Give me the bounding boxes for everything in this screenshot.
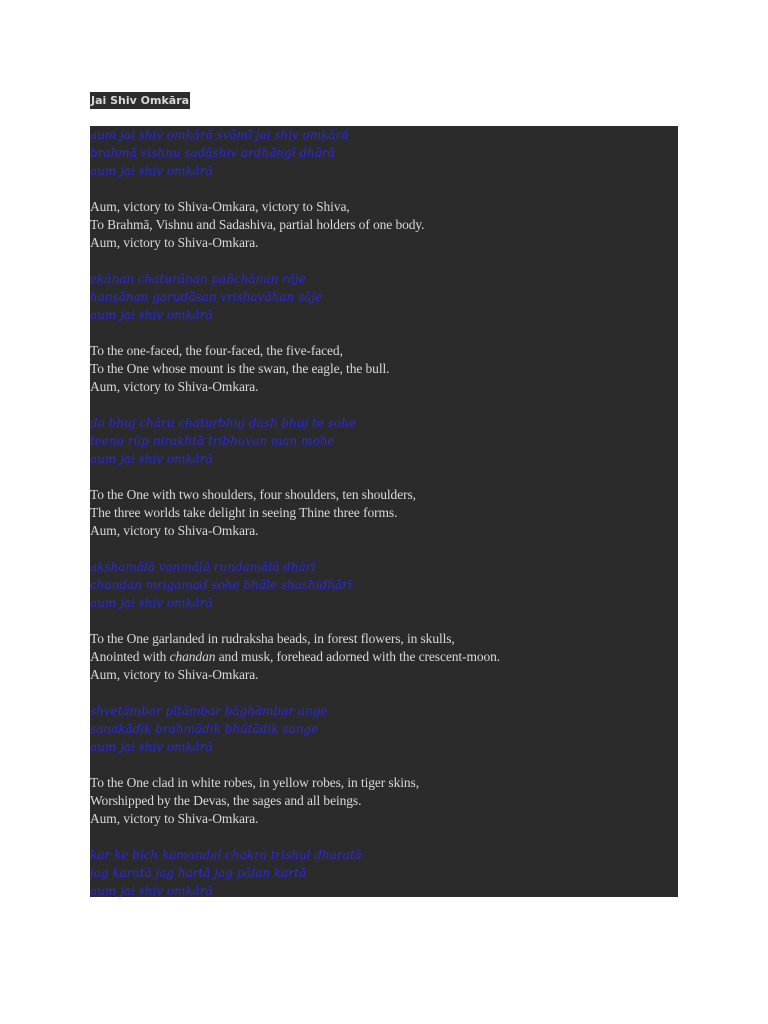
- text-line: Aum, victory to Shiva-Omkara.: [90, 379, 259, 394]
- text-line: Aum, victory to Shiva-Omkara.: [90, 523, 259, 538]
- text-line: Aum, victory to Shiva-Omkara, victory to Shiva,: [90, 199, 350, 214]
- text-line: aum jai shiv omkārā: [90, 452, 213, 466]
- text-line: Aum, victory to Shiva-Omkara.: [90, 811, 259, 826]
- text-line: To Brahmā, Vishnu and Sadashiva, partial holders of one body.: [90, 217, 425, 232]
- text-line: jag karatā jag hartā jag pālan kartā: [90, 866, 307, 880]
- stanza-3-transliteration: [90, 414, 678, 468]
- stanza-5-translation: [90, 774, 678, 828]
- page-title: Jai Shiv Omkāra: [91, 94, 190, 107]
- text-line: To the One whose mount is the swan, the eagle, the bull.: [90, 361, 390, 376]
- emphasized-word: chandan: [169, 649, 216, 664]
- stanza-1-transliteration: [90, 126, 678, 180]
- text-line: aum jai shiv omkārā: [90, 884, 213, 897]
- text-line: teeno rūp nirakhtā tribhuvan man mohe: [90, 434, 335, 448]
- text-line: Worshipped by the Devas, the sages and all beings.: [90, 793, 362, 808]
- text-line: aum jai shiv omkārā: [90, 596, 213, 610]
- hymn-text-block: [90, 126, 678, 897]
- text-line: aum jai shiv omkārā: [90, 164, 213, 178]
- text-line: To the one-faced, the four-faced, the five-faced,: [90, 343, 343, 358]
- text-line: To the One garlanded in rudraksha beads, in forest flowers, in skulls,: [90, 631, 455, 646]
- text-line: do bhuj chāru chaturbhuj dash bhuj te sohe: [90, 416, 357, 430]
- text-line: ekānan chaturānan pañchānan rāje: [90, 272, 306, 286]
- text-line: Aum, victory to Shiva-Omkara.: [90, 235, 259, 250]
- text-line: akshamālā vanmālā rundamālā dhārī: [90, 560, 316, 574]
- stanza-2-translation: [90, 342, 678, 396]
- text-line: aum jai shiv omkārā svāmī jai shiv omkārā: [90, 128, 349, 142]
- stanza-6-transliteration: [90, 846, 678, 897]
- stanza-5-transliteration: [90, 702, 678, 756]
- stanza-4-translation: [90, 630, 678, 684]
- text-line: Anointed with chandan and musk, forehead adorned with the crescent-moon.: [90, 649, 501, 664]
- text-line: Aum, victory to Shiva-Omkara.: [90, 667, 259, 682]
- stanza-1-translation: [90, 198, 678, 252]
- text-line: hansānan garudāsan vrishavāhan sāje: [90, 290, 323, 304]
- text-line: aum jai shiv omkārā: [90, 740, 213, 754]
- stanza-4-transliteration: [90, 558, 678, 612]
- text-line: aum jai shiv omkārā: [90, 308, 213, 322]
- text-line: The three worlds take delight in seeing Thine three forms.: [90, 505, 398, 520]
- text-line: shvetāmbar pītāmbar bāghāmbar ange: [90, 704, 328, 718]
- stanza-2-transliteration: [90, 270, 678, 324]
- text-line: To the One clad in white robes, in yellow robes, in tiger skins,: [90, 775, 419, 790]
- text-line: kar ke bīch kamandal chakra trishul dharatā: [90, 848, 362, 862]
- text-line: brahmā vishnu sadāshiv ardhāngī dhārā: [90, 146, 335, 160]
- text-line: sanakādik brahmādik bhūtādik sange: [90, 722, 319, 736]
- stanza-3-translation: [90, 486, 678, 540]
- text-line: chandan mrigamad sohe bhāle shashidhārī: [90, 578, 352, 592]
- text-line: To the One with two shoulders, four shoulders, ten shoulders,: [90, 487, 416, 502]
